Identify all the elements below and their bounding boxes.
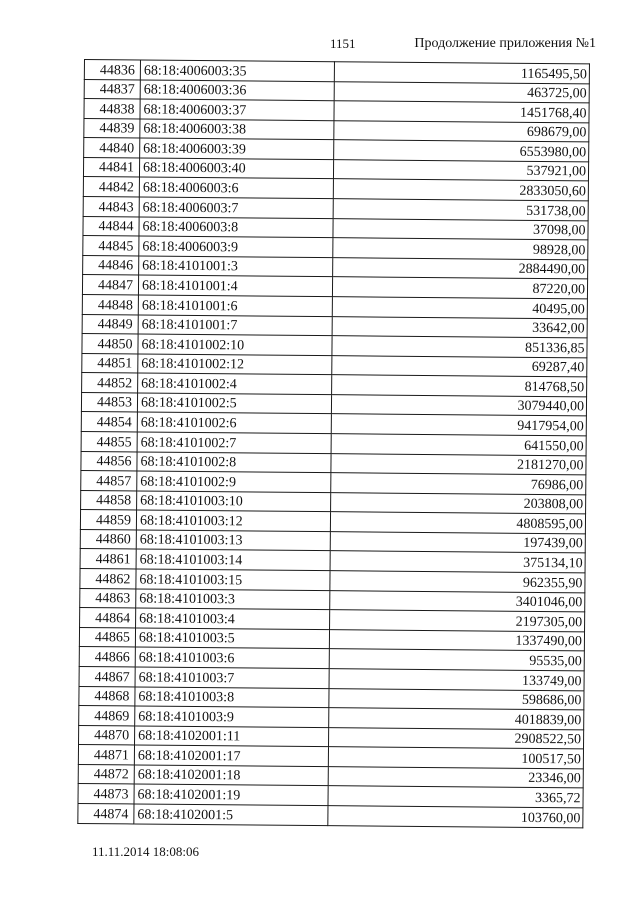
cadastral-number-cell: 68:18:4101003:8 [135, 686, 329, 707]
row-number-cell: 44873 [78, 784, 134, 804]
row-number-cell: 44842 [83, 177, 139, 197]
cadastral-number-cell: 68:18:4101001:7 [138, 314, 332, 335]
cadastral-number-cell: 68:18:4101003:6 [135, 647, 329, 668]
row-number-cell: 44838 [84, 99, 140, 119]
cadastral-value-cell: 3365,72 [328, 786, 583, 808]
cadastral-number-cell: 68:18:4102001:18 [134, 765, 328, 786]
cadastral-value-cell: 962355,90 [330, 571, 585, 593]
row-number-cell: 44859 [80, 510, 136, 530]
cadastral-value-cell: 2884490,00 [333, 257, 588, 279]
cadastral-number-cell: 68:18:4101003:14 [136, 549, 330, 570]
cadastral-number-cell: 68:18:4101003:13 [136, 530, 330, 551]
cadastral-value-cell: 100517,50 [328, 747, 583, 769]
cadastral-number-cell: 68:18:4006003:9 [139, 236, 333, 257]
cadastral-number-cell: 68:18:4101001:6 [138, 295, 332, 316]
row-number-cell: 44854 [81, 412, 137, 432]
register-table [77, 59, 590, 828]
cadastral-value-cell: 4808595,00 [330, 512, 585, 534]
cadastral-number-cell: 68:18:4006003:39 [140, 138, 334, 159]
cadastral-value-cell: 3401046,00 [330, 590, 585, 612]
cadastral-value-cell: 40495,00 [332, 297, 587, 319]
cadastral-value-cell: 95535,00 [329, 649, 584, 671]
cadastral-number-cell: 68:18:4102001:17 [134, 745, 328, 766]
cadastral-value-cell: 598686,00 [329, 688, 584, 710]
cadastral-value-cell: 463725,00 [334, 81, 589, 103]
row-number-cell: 44848 [82, 294, 138, 314]
cadastral-number-cell: 68:18:4101002:9 [137, 471, 331, 492]
cadastral-number-cell: 68:18:4006003:6 [139, 177, 333, 198]
cadastral-value-cell: 641550,00 [331, 434, 586, 456]
cadastral-number-cell: 68:18:4006003:36 [140, 80, 334, 101]
row-number-cell: 44843 [83, 197, 139, 217]
row-number-cell: 44874 [78, 803, 134, 823]
cadastral-value-cell: 814768,50 [332, 375, 587, 397]
cadastral-value-cell: 76986,00 [331, 473, 586, 495]
cadastral-value-cell: 33642,00 [332, 316, 587, 338]
cadastral-value-cell: 2908522,50 [329, 727, 584, 749]
table-row [78, 803, 583, 827]
cadastral-value-cell: 851336,85 [332, 336, 587, 358]
row-number-cell: 44845 [83, 236, 139, 256]
row-number-cell: 44856 [81, 451, 137, 471]
row-number-cell: 44861 [80, 549, 136, 569]
cadastral-number-cell: 68:18:4101002:8 [137, 452, 331, 473]
cadastral-value-cell: 1451768,40 [334, 101, 589, 123]
cadastral-number-cell: 68:18:4006003:7 [139, 197, 333, 218]
cadastral-number-cell: 68:18:4006003:8 [139, 217, 333, 238]
row-number-cell: 44836 [84, 60, 140, 80]
appendix-label: Продолжение приложения №1 [414, 36, 596, 51]
row-number-cell: 44850 [82, 334, 138, 354]
row-number-cell: 44839 [84, 118, 140, 138]
cadastral-number-cell: 68:18:4006003:40 [139, 158, 333, 179]
cadastral-value-cell: 69287,40 [332, 355, 587, 377]
cadastral-value-cell: 98928,00 [333, 238, 588, 260]
cadastral-number-cell: 68:18:4101002:6 [137, 412, 331, 433]
cadastral-number-cell: 68:18:4101003:15 [136, 569, 330, 590]
cadastral-number-cell: 68:18:4101003:5 [135, 628, 329, 649]
page-header [0, 36, 640, 56]
row-number-cell: 44841 [83, 157, 139, 177]
row-number-cell: 44858 [81, 490, 137, 510]
row-number-cell: 44849 [82, 314, 138, 334]
cadastral-number-cell: 68:18:4101003:9 [135, 706, 329, 727]
register-table-body [78, 60, 590, 828]
cadastral-value-cell: 3079440,00 [331, 395, 586, 417]
register-table-wrapper [77, 59, 590, 828]
cadastral-value-cell: 37098,00 [333, 218, 588, 240]
row-number-cell: 44865 [79, 627, 135, 647]
cadastral-number-cell: 68:18:4101003:4 [136, 608, 330, 629]
cadastral-value-cell: 6553980,00 [334, 140, 589, 162]
row-number-cell: 44871 [78, 745, 134, 765]
cadastral-value-cell: 197439,00 [330, 532, 585, 554]
cadastral-value-cell: 531738,00 [333, 199, 588, 221]
row-number-cell: 44862 [80, 569, 136, 589]
row-number-cell: 44852 [82, 373, 138, 393]
cadastral-value-cell: 87220,00 [332, 277, 587, 299]
cadastral-number-cell: 68:18:4101002:7 [137, 432, 331, 453]
row-number-cell: 44847 [82, 275, 138, 295]
row-number-cell: 44870 [79, 725, 135, 745]
cadastral-number-cell: 68:18:4006003:35 [140, 60, 334, 81]
row-number-cell: 44851 [82, 353, 138, 373]
cadastral-number-cell: 68:18:4101002:12 [138, 354, 332, 375]
cadastral-number-cell: 68:18:4102001:19 [134, 784, 328, 805]
row-number-cell: 44837 [84, 79, 140, 99]
cadastral-value-cell: 103760,00 [328, 806, 583, 828]
row-number-cell: 44857 [81, 471, 137, 491]
cadastral-value-cell: 203808,00 [331, 492, 586, 514]
cadastral-number-cell: 68:18:4006003:38 [140, 119, 334, 140]
row-number-cell: 44869 [79, 706, 135, 726]
row-number-cell: 44867 [79, 666, 135, 686]
row-number-cell: 44863 [80, 588, 136, 608]
cadastral-number-cell: 68:18:4101001:4 [138, 275, 332, 296]
row-number-cell: 44868 [79, 686, 135, 706]
cadastral-value-cell: 4018839,00 [329, 708, 584, 730]
cadastral-value-cell: 375134,10 [330, 551, 585, 573]
cadastral-value-cell: 2833050,60 [333, 179, 588, 201]
cadastral-number-cell: 68:18:4101002:5 [137, 393, 331, 414]
cadastral-number-cell: 68:18:4101003:3 [136, 589, 330, 610]
cadastral-value-cell: 1337490,00 [329, 629, 584, 651]
cadastral-value-cell: 2181270,00 [331, 453, 586, 475]
cadastral-value-cell: 2197305,00 [330, 610, 585, 632]
page-number: 1151 [330, 36, 356, 51]
row-number-cell: 44864 [80, 608, 136, 628]
cadastral-number-cell: 68:18:4101003:12 [136, 510, 330, 531]
cadastral-value-cell: 537921,00 [333, 160, 588, 182]
cadastral-value-cell: 1165495,50 [334, 62, 589, 84]
row-number-cell: 44853 [81, 392, 137, 412]
row-number-cell: 44855 [81, 431, 137, 451]
row-number-cell: 44866 [79, 647, 135, 667]
cadastral-number-cell: 68:18:4102001:11 [135, 726, 329, 747]
cadastral-number-cell: 68:18:4006003:37 [140, 99, 334, 120]
cadastral-number-cell: 68:18:4101002:10 [138, 334, 332, 355]
print-timestamp: 11.11.2014 18:08:06 [92, 844, 200, 859]
row-number-cell: 44860 [80, 529, 136, 549]
cadastral-number-cell: 68:18:4101003:10 [137, 491, 331, 512]
row-number-cell: 44846 [83, 255, 139, 275]
cadastral-number-cell: 68:18:4102001:5 [134, 804, 328, 825]
cadastral-value-cell: 9417954,00 [331, 414, 586, 436]
cadastral-value-cell: 133749,00 [329, 669, 584, 691]
row-number-cell: 44840 [84, 138, 140, 158]
cadastral-value-cell: 23346,00 [328, 766, 583, 788]
cadastral-number-cell: 68:18:4101002:4 [138, 373, 332, 394]
cadastral-number-cell: 68:18:4101003:7 [135, 667, 329, 688]
cadastral-number-cell: 68:18:4101001:3 [139, 256, 333, 277]
row-number-cell: 44872 [78, 764, 134, 784]
cadastral-value-cell: 698679,00 [334, 120, 589, 142]
row-number-cell: 44844 [83, 216, 139, 236]
